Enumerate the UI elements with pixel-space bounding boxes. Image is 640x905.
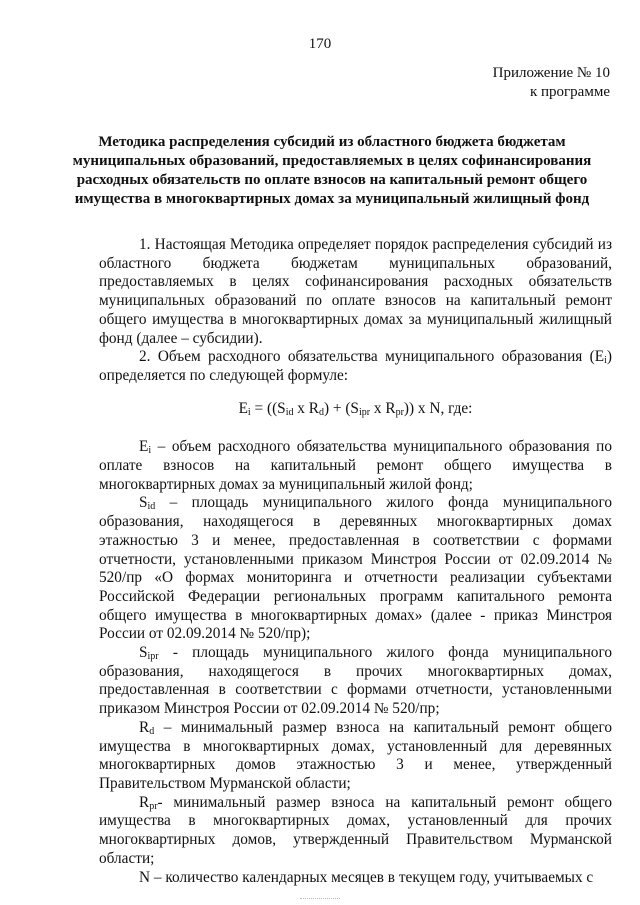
definition-symbol: R [139,718,150,736]
formula-part: x R [293,399,319,417]
definition-s-ipr [99,644,612,719]
paragraph-2-text: 2. Объем расходного обязательства муниципального образования (E [139,348,605,366]
appendix-line-2: к программе [529,84,610,100]
formula-part: x R [370,399,396,417]
definition-text: - минимальный размер взноса на капитальный ремонт общего имущества в многоквартирных домах, установленный для прочих многоквартирных домов, утвержденный Правительством Мурманской области; [99,793,612,867]
definition-text: – минимальный размер взноса на капитальный ремонт общего имущества в многоквартирных домах, установленный для деревянных многоквартирных домов этажностью 3 и менее, утвержденный Правительством Мурманской области; [99,718,612,792]
formula-part: ) + (S [323,399,359,417]
definition-symbol: E [139,438,149,456]
definition-subscript: pr [149,800,158,812]
definition-r-d [99,719,612,794]
scan-artifact [300,898,340,901]
definition-subscript: i [148,445,152,457]
definition-e-i [99,438,612,494]
definition-symbol: S [139,494,148,512]
definition-symbol: N [139,868,151,886]
appendix-header [493,64,610,102]
formula-part: E [238,399,248,417]
appendix-line-1: Приложение № 10 [492,65,610,81]
formula-sub: id [285,406,294,418]
paragraph-2 [99,348,612,385]
formula-sub: i [247,406,251,418]
formula-sub: pr [395,406,404,418]
paragraph-2-subscript: i [604,355,607,367]
definition-text: – площадь муниципального жилого фонда муниципального образования, находящегося в деревянных многоквартирных домах этажностью 3 и менее, предоставленная в соответствии с формами отчетности, установленными приказом Минстроя России от 02.09.2014 № 520/пр «О формах мониторинга и отчетности реализации субъектами Российской Федерации региональных программ капитального ремонта общего имущества в многоквартирных домах» (далее - приказ Минстроя России от 02.09.2014 № 520/пр); [99,494,612,643]
definition-symbol: R [139,793,150,811]
formula-sub: ipr [358,406,371,418]
definition-r-pr [99,794,612,869]
paragraph-1: 1. Настоящая Методика определяет порядок распределения субсидий из областного бюджета бюджетам муниципальных образований, предоставляемых в целях софинансирования расходных обязательств муниципальных образований по оплате взносов на капитальный ремонт общего имущества в многоквартирных домах за муниципальный жилищный фонд (далее – субсидии). [99,236,612,347]
definition-text: – объем расходного обязательства муниципального образования по оплате взносов на капитальный ремонт общего имущества в многоквартирных домах за муниципальный жилой фонд; [99,438,612,493]
definition-subscript: d [149,725,155,737]
definition-subscript: ipr [147,651,159,663]
definition-subscript: id [147,501,156,513]
definition-symbol: S [139,644,148,662]
document-body [99,236,612,887]
formula [99,400,612,419]
formula-part: )) x N, где: [403,399,473,417]
definition-n [99,869,612,888]
definition-text: – количество календарных месяцев в текущем году, учитываемых с [150,868,594,886]
definition-text: - площадь муниципального жилого фонда муниципального образования, находящегося в прочих многоквартирных домах, предоставленная в соответствии с формами отчетности, установленными приказом Минстроя России от 02.09.2014 № 520/пр; [99,644,612,718]
definition-s-id [99,494,612,644]
formula-part: = ((S [250,399,286,417]
page-number: 170 [308,36,332,52]
formula-sub: d [318,406,324,418]
document-title: Методика распределения субсидий из областного бюджета бюджетам муниципальных образований, предоставляемых в целях софинансирования расходных обязательств по оплате взносов на капитальный ремонт общего имущества в многоквартирных домах за муниципальный жилищный фонд [72,134,592,207]
paragraph-2-after: ) определяется по следующей формуле: [99,348,612,384]
